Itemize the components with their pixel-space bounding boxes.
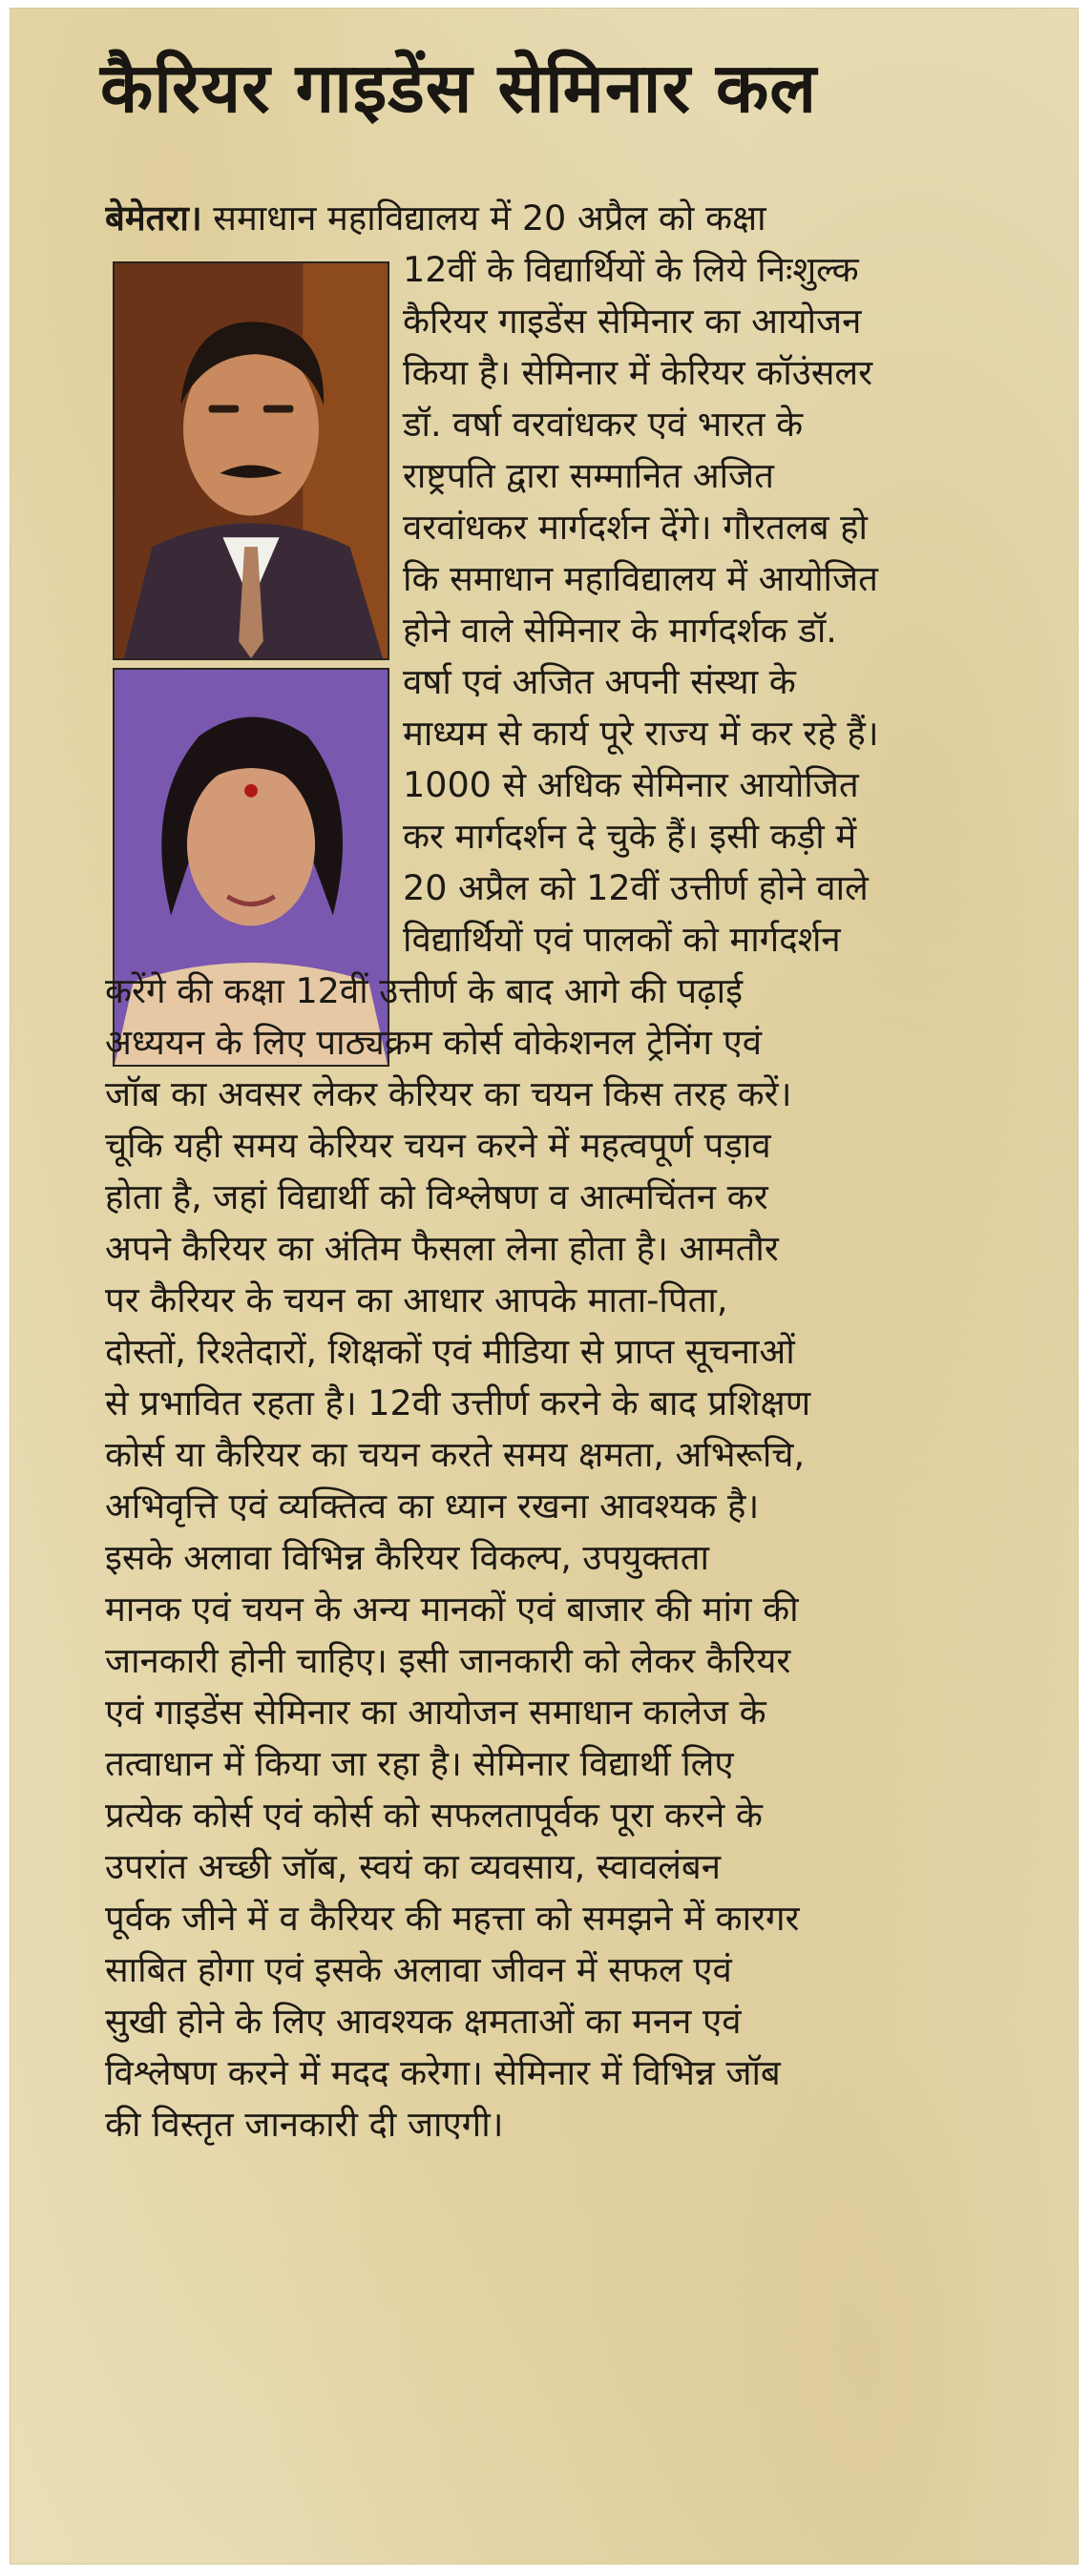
body-line: चूकि यही समय केरियर चयन करने में महत्वपूर्ण पड़ाव — [105, 1125, 771, 1166]
body-line: कैरियर गाइडेंस सेमिनार का आयोजन — [403, 301, 862, 342]
body-line: साबित होगा एवं इसके अलावा जीवन में सफल एवं — [105, 1949, 732, 1990]
article-body — [105, 193, 1050, 2150]
body-line: करेंगे की कक्षा 12वीं उत्तीर्ण के बाद आगे की पढ़ाई — [105, 970, 744, 1011]
body-line: अभिवृत्ति एवं व्यक्तित्व का ध्यान रखना आवश्यक है। — [105, 1485, 760, 1527]
body-line: जानकारी होनी चाहिए। इसी जानकारी को लेकर कैरियर — [105, 1640, 791, 1681]
body-line: प्रत्येक कोर्स एवं कोर्स को सफलतापूर्वक पूरा करने के — [105, 1795, 763, 1836]
body-line: वर्षा एवं अजित अपनी संस्था के — [403, 661, 796, 702]
body-line: माध्यम से कार्य पूरे राज्य में कर रहे हैं। — [403, 713, 879, 754]
body-line: दोस्तों, रिश्तेदारों, शिक्षकों एवं मीडिया से प्राप्त सूचनाओं — [105, 1331, 795, 1372]
body-line: की विस्तृत जानकारी दी जाएगी। — [105, 2104, 504, 2145]
body-line: से प्रभावित रहता है। 12वी उत्तीर्ण करने के बाद प्रशिक्षण — [105, 1382, 811, 1423]
body-line: किया है। सेमिनार में केरियर कॉउंसलर — [403, 352, 873, 393]
headline: कैरियर गाइडेंस सेमिनार कल — [100, 48, 818, 128]
body-line: पूर्वक जीने में व कैरियर की महत्ता को समझने में कारगर — [105, 1898, 800, 1939]
newspaper-clipping — [10, 8, 1079, 2565]
body-line: डॉ. वर्षा वरवांधकर एवं भारत के — [403, 404, 804, 445]
body-line: विद्यार्थियों एवं पालकों को मार्गदर्शन — [403, 919, 841, 960]
body-line: कि समाधान महाविद्यालय में आयोजित — [403, 558, 878, 599]
body-line: अपने कैरियर का अंतिम फैसला लेना होता है। आमतौर — [105, 1228, 779, 1269]
body-line: उपरांत अच्छी जॉब, स्वयं का व्यवसाय, स्वावलंबन — [105, 1846, 721, 1887]
body-line: पर कैरियर के चयन का आधार आपके माता-पिता, — [105, 1279, 728, 1320]
body-line: एवं गाइडेंस सेमिनार का आयोजन समाधान कालेज के — [105, 1692, 766, 1733]
body-line: राष्ट्रपति द्वारा सम्मानित अजित — [403, 455, 774, 496]
body-line: मानक एवं चयन के अन्य मानकों एवं बाजार की मांग की — [105, 1589, 799, 1630]
dateline: बेमेतरा। — [105, 197, 202, 239]
body-line: इसके अलावा विभिन्न कैरियर विकल्प, उपयुक्तता — [105, 1537, 709, 1578]
body-line: 20 अप्रैल को 12वीं उत्तीर्ण होने वाले — [403, 867, 869, 908]
body-line: कर मार्गदर्शन दे चुके हैं। इसी कड़ी में — [403, 816, 857, 857]
body-line: होने वाले सेमिनार के मार्गदर्शक डॉ. — [403, 610, 837, 651]
body-line: तत्वाधान में किया जा रहा है। सेमिनार विद्यार्थी लिए — [105, 1743, 734, 1784]
body-line: जॉब का अवसर लेकर केरियर का चयन किस तरह करें। — [105, 1073, 792, 1114]
body-line — [105, 193, 1050, 244]
body-line: वरवांधकर मार्गदर्शन देंगे। गौरतलब हो — [403, 507, 869, 548]
body-line: 12वीं के विद्यार्थियों के लिये निःशुल्क — [403, 249, 859, 290]
body-line: अध्ययन के लिए पाठ्यक्रम कोर्स वोकेशनल ट्रेनिंग एवं — [105, 1022, 762, 1063]
body-line: सुखी होने के लिए आवश्यक क्षमताओं का मनन एवं — [105, 2001, 742, 2042]
body-line: विश्लेषण करने में मदद करेगा। सेमिनार में विभिन्न जॉब — [105, 2052, 781, 2093]
body-line: कोर्स या कैरियर का चयन करते समय क्षमता, अभिरूचि, — [105, 1434, 806, 1475]
body-line: होता है, जहां विद्यार्थी को विश्लेषण व आत्मचिंतन कर — [105, 1176, 768, 1217]
body-line: 1000 से अधिक सेमिनार आयोजित — [403, 764, 859, 805]
body-line-text: समाधान महाविद्यालय में 20 अप्रैल को कक्षा — [201, 197, 766, 239]
